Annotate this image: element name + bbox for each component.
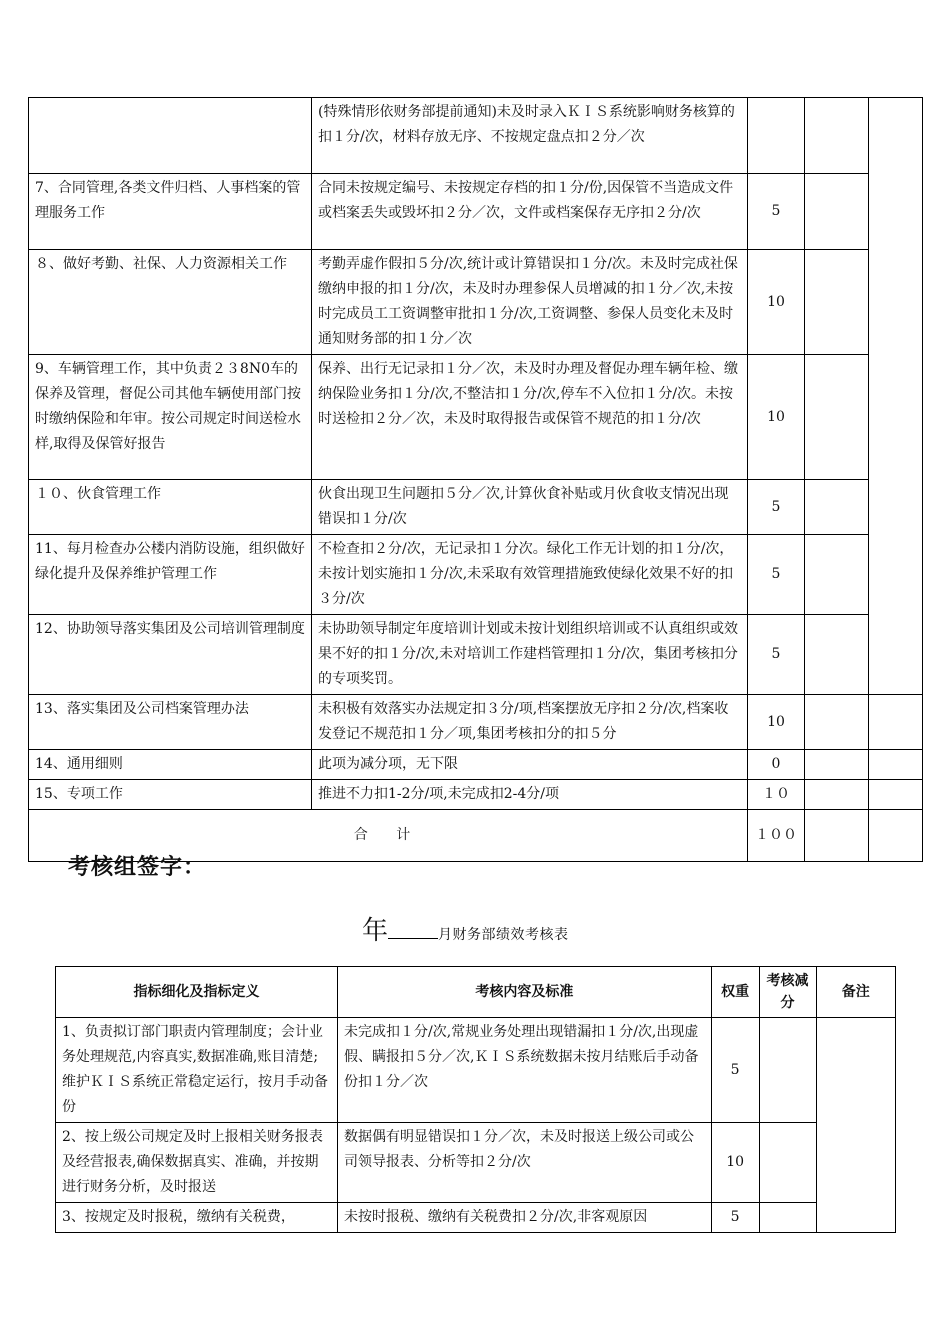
assessment-table-continued [28, 97, 923, 862]
weight-cell [748, 98, 805, 174]
item-cell: 9、车辆管理工作，其中负责２３8N0车的保养及管理，督促公司其他车辆使用部门按时缴纳保险和年审。按公司规定时间送检水样,取得及保管好报告 [29, 355, 312, 480]
weight-cell: 5 [748, 615, 805, 695]
remark-cell [869, 174, 923, 250]
total-weight: １００ [748, 810, 805, 862]
deduction-cell [805, 535, 869, 615]
weight-cell: 10 [711, 1123, 759, 1203]
standard-cell: 保养、出行无记录扣１分／次，未及时办理及督促办理车辆年检、缴纳保险业务扣１分/次,不整洁扣１分/次,停车不入位扣１分/次。未按时送检扣２分／次，未及时取得报告或保管不规范的扣１分/次 [312, 355, 748, 480]
item-cell: 11、每月检查办公楼内消防设施，组织做好绿化提升及保养维护管理工作 [29, 535, 312, 615]
weight-cell: 10 [748, 355, 805, 480]
item-cell: 3、按规定及时报税，缴纳有关税费， [56, 1203, 338, 1233]
table-row [29, 615, 923, 695]
item-cell: 14、通用细则 [29, 750, 312, 780]
table-row [29, 780, 923, 810]
standard-cell: 不检查扣２分/次，无记录扣１分次。绿化工作无计划的扣１分/次，未按计划实施扣１分/次,未采取有效管理措施致使绿化效果不好的扣３分/次 [312, 535, 748, 615]
header-deduction: 考核减分 [759, 967, 816, 1018]
item-cell: 12、协助领导落实集团及公司培训管理制度 [29, 615, 312, 695]
deduction-cell [805, 780, 869, 810]
standard-cell: 推进不力扣1-2分/项,未完成扣2-4分/项 [312, 780, 748, 810]
remark-cell [869, 750, 923, 780]
standard-cell: 考勤弄虚作假扣５分/次,统计或计算错误扣１分/次。未及时完成社保缴纳申报的扣１分/次，未及时办理参保人员增减的扣１分／次,未按时完成员工工资调整审批扣１分/次,工资调整、参保人员变化未及时通知财务部的扣１分／次 [312, 250, 748, 355]
header-remark: 备注 [816, 967, 895, 1018]
table-row [29, 250, 923, 355]
table-row [56, 1123, 896, 1203]
table-row [56, 1018, 896, 1123]
remark-cell [869, 695, 923, 750]
standard-cell: 合同未按规定编号、未按规定存档的扣１分/份,因保管不当造成文件或档案丢失或毁坏扣２分／次，文件或档案保存无序扣２分/次 [312, 174, 748, 250]
remark-cell [869, 535, 923, 615]
standard-cell: 未按时报税、缴纳有关税费扣２分/次,非客观原因 [338, 1203, 712, 1233]
deduction-cell [759, 1203, 816, 1233]
table-row [56, 1203, 896, 1233]
item-cell [29, 98, 312, 174]
remark-cell [869, 355, 923, 480]
weight-cell: 5 [711, 1018, 759, 1123]
standard-cell: 未完成扣１分/次,常规业务处理出现错漏扣１分/次,出现虚假、瞒报扣５分／次,ＫＩＳ系统数据未按月结账后手动备份扣１分／次 [338, 1018, 712, 1123]
signature-label: 考核组签字： [68, 855, 207, 880]
item-cell: 13、落实集团及公司档案管理办法 [29, 695, 312, 750]
weight-cell: 0 [748, 750, 805, 780]
weight-cell: 10 [748, 695, 805, 750]
deduction-cell [805, 250, 869, 355]
item-cell: 2、按上级公司规定及时上报相关财务报表及经营报表,确保数据真实、准确，并按期进行财务分析，及时报送 [56, 1123, 338, 1203]
standard-cell: 未协助领导制定年度培训计划或未按计划组织培训或不认真组织或效果不好的扣１分/次,未对培训工作建档管理扣１分/次，集团考核扣分的专项奖罚。 [312, 615, 748, 695]
weight-cell: 5 [748, 535, 805, 615]
weight-cell: 5 [748, 480, 805, 535]
item-cell: ８、做好考勤、社保、人力资源相关工作 [29, 250, 312, 355]
deduction-cell [805, 355, 869, 480]
year-label: 年 [362, 916, 389, 946]
remark-cell [816, 1203, 895, 1233]
table-row [29, 174, 923, 250]
month-blank [388, 918, 438, 939]
deduction-cell [759, 1123, 816, 1203]
remark-cell [816, 1123, 895, 1203]
total-label: 合 计 [29, 810, 748, 862]
table-row [29, 750, 923, 780]
table-row [29, 98, 923, 174]
remark-cell [816, 1018, 895, 1123]
item-cell: １０、伙食管理工作 [29, 480, 312, 535]
remark-cell [869, 615, 923, 695]
table-row [29, 480, 923, 535]
table-row [29, 695, 923, 750]
table-row [29, 535, 923, 615]
deduction-cell [805, 750, 869, 780]
deduction-cell [759, 1018, 816, 1123]
form-title-text: 月财务部绩效考核表 [438, 927, 569, 943]
finance-assessment-table [55, 966, 896, 1233]
remark-cell [869, 810, 923, 862]
form-title [362, 910, 569, 947]
deduction-cell [805, 615, 869, 695]
deduction-cell [805, 174, 869, 250]
standard-cell: 此项为减分项，无下限 [312, 750, 748, 780]
weight-cell: 10 [748, 250, 805, 355]
remark-cell [869, 98, 923, 174]
header-weight: 权重 [711, 967, 759, 1018]
item-cell: 1、负责拟订部门职责内管理制度；会计业务处理规范,内容真实,数据准确,账目清楚;维护ＫＩＳ系统正常稳定运行，按月手动备份 [56, 1018, 338, 1123]
item-cell: 15、专项工作 [29, 780, 312, 810]
item-cell: 7、合同管理,各类文件归档、人事档案的管理服务工作 [29, 174, 312, 250]
standard-cell: (特殊情形依财务部提前通知)未及时录入ＫＩＳ系统影响财务核算的扣１分/次，材料存放无序、不按规定盘点扣２分／次 [312, 98, 748, 174]
deduction-cell [805, 695, 869, 750]
standard-cell: 伙食出现卫生问题扣５分／次,计算伙食补贴或月伙食收支情况出现错误扣１分/次 [312, 480, 748, 535]
header-standard: 考核内容及标准 [338, 967, 712, 1018]
remark-cell [869, 480, 923, 535]
header-row [56, 967, 896, 1018]
deduction-cell [805, 480, 869, 535]
standard-cell: 数据偶有明显错误扣１分／次，未及时报送上级公司或公司领导报表、分析等扣２分/次 [338, 1123, 712, 1203]
weight-cell: 5 [748, 174, 805, 250]
deduction-cell [805, 810, 869, 862]
weight-cell: １０ [748, 780, 805, 810]
deduction-cell [805, 98, 869, 174]
table-row [29, 355, 923, 480]
header-item: 指标细化及指标定义 [56, 967, 338, 1018]
remark-cell [869, 780, 923, 810]
remark-cell [869, 250, 923, 355]
weight-cell: 5 [711, 1203, 759, 1233]
standard-cell: 未积极有效落实办法规定扣３分/项,档案摆放无序扣２分/次,档案收发登记不规范扣１分／项,集团考核扣分的扣５分 [312, 695, 748, 750]
